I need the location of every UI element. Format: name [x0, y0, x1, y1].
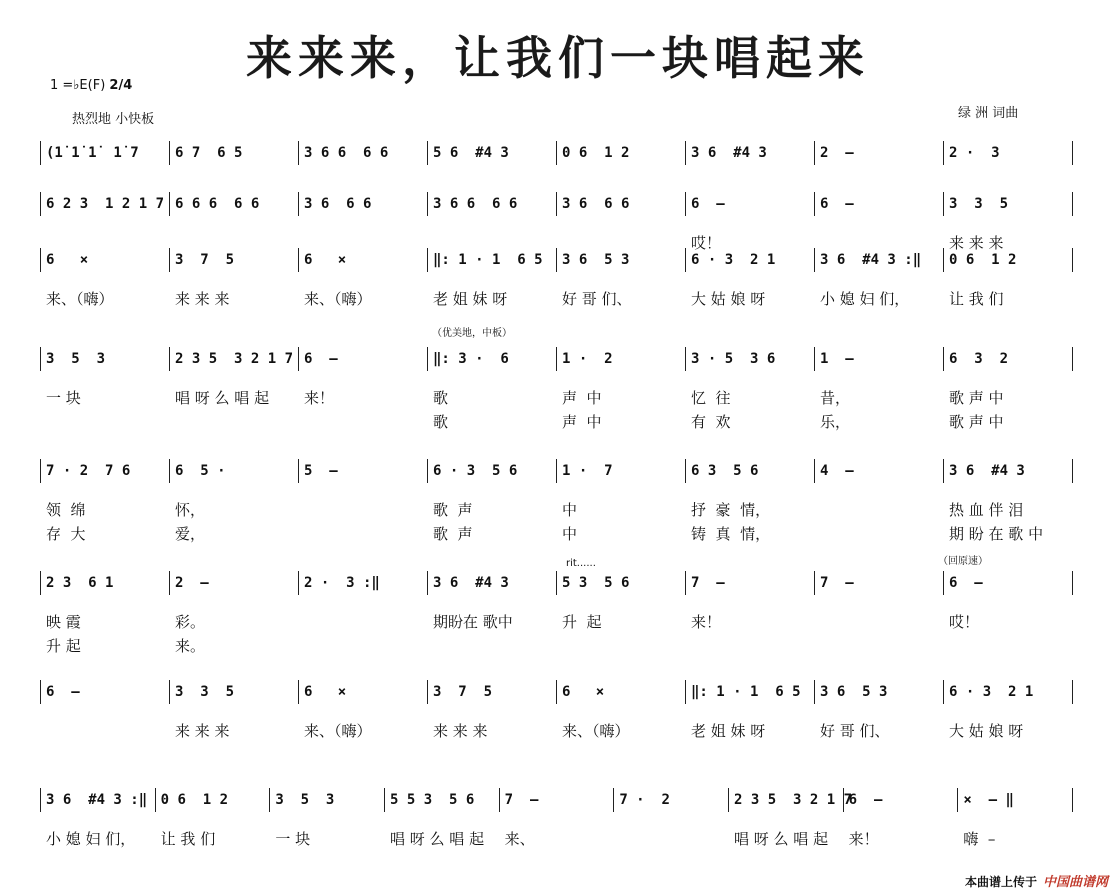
lyric-text: 歌 声 中 — [949, 389, 1004, 407]
lyric-text: 昔， — [820, 389, 851, 407]
lyric-text: 一 块 — [46, 389, 81, 407]
barline — [556, 192, 557, 216]
barline — [499, 788, 500, 812]
lyric-text: 来、（嗨） — [304, 722, 372, 740]
measure-notes: 3 6 6 6 6 — [433, 196, 518, 212]
barline — [685, 459, 686, 483]
barline — [427, 571, 428, 595]
lyric-text: 来、（嗨） — [562, 722, 630, 740]
lyric-text: 领 绵 — [46, 501, 86, 519]
measure-notes: 3 6 6 6 — [562, 196, 630, 212]
measure-notes: 6 – — [304, 351, 338, 367]
lyric-text: 唱 呀 么 唱 起 — [734, 830, 829, 848]
measure-notes: 2 · 3 — [949, 145, 1000, 161]
measure-notes: 6 5 · — [175, 463, 226, 479]
barline — [685, 248, 686, 272]
lyric-text: 哎！ — [949, 613, 980, 631]
footer-text: 本曲谱上传于 — [964, 875, 1037, 889]
measure-notes: 6 7 6 5 — [175, 145, 243, 161]
barline — [814, 248, 815, 272]
measure-notes: 0 6 1 2 — [160, 792, 229, 808]
key-label: 1 =♭E(F) — [50, 78, 110, 93]
measure-notes: 5 5 3 5 6 — [390, 792, 475, 808]
measure-notes: 7 – — [691, 575, 725, 591]
measure-notes: 3 7 5 — [175, 252, 235, 268]
measure-notes: ‖: 1 · 1 6 5 — [691, 684, 801, 700]
barline — [814, 680, 815, 704]
lyric-text: 有 欢 — [691, 413, 731, 431]
barline — [1072, 680, 1073, 704]
lyric-text: 唱 呀 么 唱 起 — [390, 830, 485, 848]
measure-notes: 3 5 3 — [46, 351, 106, 367]
tempo-marking: 热烈地 小快板 — [72, 112, 155, 127]
measure-notes: 4 – — [820, 463, 854, 479]
measure-notes: 6 · 3 2 1 — [949, 684, 1034, 700]
measure-notes: 3 6 5 3 — [562, 252, 630, 268]
barline — [169, 571, 170, 595]
barline — [427, 680, 428, 704]
barline — [556, 571, 557, 595]
lyric-text: 乐， — [820, 413, 851, 431]
barline — [685, 347, 686, 371]
measure-notes: 6 × — [304, 684, 347, 700]
barline — [1072, 788, 1073, 812]
barline — [814, 141, 815, 165]
lyric-text: 歌 声 中 — [949, 413, 1004, 431]
lyric-text: 老 姐 妹 呀 — [433, 290, 508, 308]
measure-notes: 6 – — [848, 792, 883, 808]
lyric-text: 歌 声 — [433, 501, 473, 519]
measure-notes: 2 3 5 3 2 1 7 — [175, 351, 294, 367]
measure-notes: 5 6 #4 3 — [433, 145, 509, 161]
lyric-text: 抒 豪 情， — [691, 501, 771, 519]
barline — [427, 248, 428, 272]
lyric-text: 来、（嗨） — [46, 290, 114, 308]
lyric-text: 一 块 — [275, 830, 311, 848]
barline — [943, 141, 944, 165]
measure-notes: 0 6 1 2 — [562, 145, 630, 161]
lyric-text: 怀， — [175, 501, 206, 519]
barline — [943, 192, 944, 216]
song-title: 来来来，让我们一块唱起来 — [246, 31, 870, 85]
barline — [814, 192, 815, 216]
measure-notes: 6 3 5 6 — [691, 463, 759, 479]
measure-notes: 7 · 2 7 6 — [46, 463, 131, 479]
lyric-text: 升 起 — [46, 637, 81, 655]
barline — [556, 680, 557, 704]
barline — [1072, 347, 1073, 371]
barline — [943, 680, 944, 704]
lyric-text: 来、 — [504, 830, 535, 848]
lyric-text: 声 中 — [562, 389, 602, 407]
lyric-text: 嗨 – — [963, 830, 996, 848]
measure-notes: ‖: 1 · 1 6 5 — [433, 252, 543, 268]
barline — [169, 459, 170, 483]
lyric-text: 来！ — [304, 389, 335, 407]
time-signature: 2/4 — [109, 78, 133, 93]
barline — [943, 459, 944, 483]
measure-notes: 2 3 5 3 2 1 7 — [734, 792, 853, 808]
measure-notes: 2 3 6 1 — [46, 575, 114, 591]
measure-notes: 6 · 3 5 6 — [433, 463, 518, 479]
lyric-text: 歌 — [433, 389, 449, 407]
barline — [943, 571, 944, 595]
lyric-text: 声 中 — [562, 413, 602, 431]
lyric-text: 彩。 — [175, 613, 206, 631]
lyric-text: 来。 — [175, 637, 206, 655]
barline — [298, 248, 299, 272]
barline — [40, 459, 41, 483]
barline — [427, 347, 428, 371]
barline — [298, 459, 299, 483]
lyric-text: 热 血 伴 泪 — [949, 501, 1024, 519]
lyric-text: 好 哥 们、 — [820, 722, 890, 740]
barline — [298, 192, 299, 216]
measure-notes: 6 – — [820, 196, 854, 212]
measure-notes: 2 – — [175, 575, 209, 591]
measure-notes: 3 3 5 — [175, 684, 235, 700]
barline — [1072, 459, 1073, 483]
lyric-text: 哎！ — [691, 234, 722, 252]
lyric-text: 老 姐 妹 呀 — [691, 722, 766, 740]
barline — [814, 347, 815, 371]
barline — [728, 788, 729, 812]
lyric-text: 唱 呀 么 唱 起 — [175, 389, 270, 407]
lyric-text: 爱， — [175, 525, 206, 543]
barline — [556, 459, 557, 483]
measure-notes: 0 6 1 2 — [949, 252, 1017, 268]
lyric-text: 升 起 — [562, 613, 602, 631]
lyric-text: 期 盼 在 歌 中 — [949, 525, 1044, 543]
lyric-text: 铸 真 情， — [691, 525, 771, 543]
measure-notes: 3 6 #4 3 :‖ — [46, 792, 148, 808]
mid-tempo-annotation: （优美地，中板） — [432, 328, 512, 339]
barline — [1072, 248, 1073, 272]
barline — [169, 141, 170, 165]
measure-notes: 7 · 2 — [619, 792, 670, 808]
measure-notes: 6 – — [46, 684, 80, 700]
barline — [40, 680, 41, 704]
measure-notes: 6 6 6 6 6 — [175, 196, 260, 212]
measure-notes: × – ‖ — [963, 792, 1014, 808]
measure-notes: 3 3 5 — [949, 196, 1009, 212]
barline — [40, 141, 41, 165]
lyric-text: 中 — [562, 501, 578, 519]
lyric-text: 好 哥 们、 — [562, 290, 632, 308]
measure-notes: 2 · 3 :‖ — [304, 575, 380, 591]
site-brand: 中国曲谱网 — [1042, 875, 1108, 890]
lyric-text: 来 来 来 — [433, 722, 488, 740]
measure-notes: 6 × — [562, 684, 605, 700]
barline — [269, 788, 270, 812]
measure-notes: 3 6 6 6 — [304, 196, 372, 212]
barline — [685, 680, 686, 704]
lyric-text: 映 霞 — [46, 613, 81, 631]
lyric-text: 歌 — [433, 413, 449, 431]
credit-line: 绿 洲 词曲 — [958, 106, 1019, 121]
barline — [40, 347, 41, 371]
barline — [1072, 571, 1073, 595]
barline — [1072, 192, 1073, 216]
measure-notes: 3 · 5 3 6 — [691, 351, 776, 367]
measure-notes: 5 3 5 6 — [562, 575, 630, 591]
measure-notes: 6 × — [46, 252, 89, 268]
barline — [169, 680, 170, 704]
measure-notes: 6 · 3 2 1 — [691, 252, 776, 268]
measure-notes: 1 · 7 — [562, 463, 613, 479]
barline — [957, 788, 958, 812]
barline — [40, 571, 41, 595]
lyric-text: 来 来 来 — [949, 234, 1004, 252]
measure-notes: 3 6 5 3 — [820, 684, 888, 700]
barline — [556, 248, 557, 272]
lyric-text: 来 来 来 — [175, 290, 230, 308]
measure-notes: 3 6 #4 3 — [949, 463, 1025, 479]
lyric-text: 期盼在 歌中 — [433, 613, 513, 631]
barline — [427, 459, 428, 483]
measure-notes: 3 6 #4 3 — [691, 145, 767, 161]
measure-notes: ‖: 3 · 6 — [433, 351, 509, 367]
measure-notes: 1 · 2 — [562, 351, 613, 367]
barline — [169, 248, 170, 272]
measure-notes: 5 – — [304, 463, 338, 479]
lyric-text: 小 媳 妇 们， — [820, 290, 910, 308]
lyric-text: 忆 往 — [691, 389, 731, 407]
measure-notes: 1 – — [820, 351, 854, 367]
measure-notes: 3 6 6 6 6 — [304, 145, 389, 161]
measure-notes: 3 6 #4 3 — [433, 575, 509, 591]
barline — [427, 192, 428, 216]
barline — [685, 571, 686, 595]
measure-notes: 2 – — [820, 145, 854, 161]
barline — [298, 141, 299, 165]
barline — [427, 141, 428, 165]
barline — [613, 788, 614, 812]
lyric-text: 歌 声 — [433, 525, 473, 543]
barline — [169, 347, 170, 371]
lyric-text: 让 我 们 — [949, 290, 1004, 308]
lyric-text: 小 媳 妇 们， — [46, 830, 136, 848]
footer-credit — [965, 871, 1108, 890]
measure-notes: 3 6 #4 3 :‖ — [820, 252, 922, 268]
measure-notes: 6 3 2 — [949, 351, 1009, 367]
barline — [298, 347, 299, 371]
lyric-text: 大 姑 娘 呀 — [949, 722, 1024, 740]
measure-notes: 6 × — [304, 252, 347, 268]
barline — [814, 571, 815, 595]
barline — [1072, 141, 1073, 165]
barline — [685, 192, 686, 216]
barline — [384, 788, 385, 812]
barline — [298, 571, 299, 595]
measure-notes: (1̇ 1̇ 1̇ 1̇ 7 — [46, 145, 139, 161]
lyric-text: 来、（嗨） — [304, 290, 372, 308]
measure-notes: 7 – — [820, 575, 854, 591]
barline — [40, 192, 41, 216]
measure-notes: 6 – — [949, 575, 983, 591]
measure-notes: 6 – — [691, 196, 725, 212]
barline — [40, 788, 41, 812]
lyric-text: 大 姑 娘 呀 — [691, 290, 766, 308]
measure-notes: 7 – — [504, 792, 539, 808]
lyric-text: 来！ — [848, 830, 879, 848]
barline — [169, 192, 170, 216]
barline — [685, 141, 686, 165]
barline — [155, 788, 156, 812]
barline — [556, 347, 557, 371]
measure-notes: 3 5 3 — [275, 792, 335, 808]
lyric-text: 让 我 们 — [160, 830, 216, 848]
lyric-text: 来！ — [691, 613, 722, 631]
barline — [40, 248, 41, 272]
barline — [298, 680, 299, 704]
lyric-text: 存 大 — [46, 525, 86, 543]
barline — [556, 141, 557, 165]
measure-notes: 3 7 5 — [433, 684, 493, 700]
rit-annotation: rit...... — [566, 558, 596, 569]
lyric-text: 来 来 来 — [175, 722, 230, 740]
lyric-text: 中 — [562, 525, 578, 543]
barline — [943, 248, 944, 272]
tempo-return-annotation: （回原速） — [938, 556, 988, 567]
barline — [943, 347, 944, 371]
measure-notes: 6 2 3 1 2 1 7 — [46, 196, 165, 212]
barline — [814, 459, 815, 483]
